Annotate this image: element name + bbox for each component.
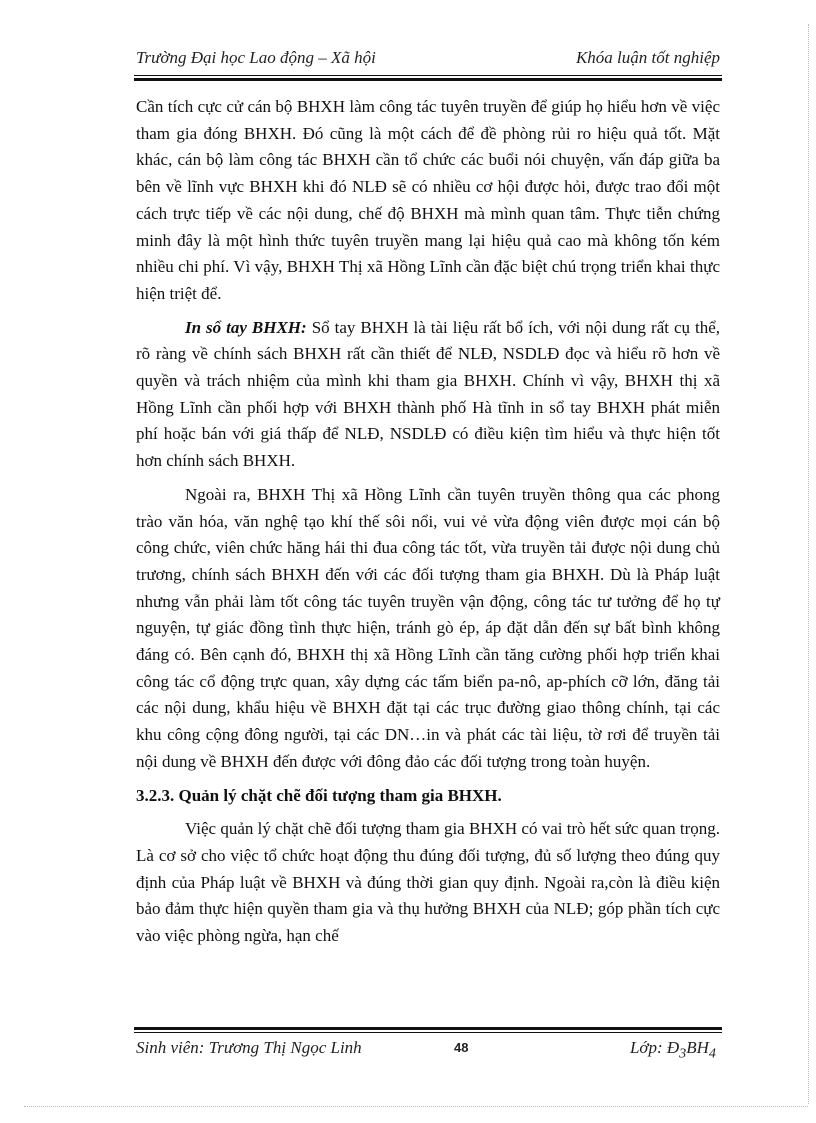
header-rule-thick	[134, 78, 722, 81]
paragraph-2-lead: In sổ tay BHXH:	[185, 317, 307, 337]
footer-rule-thin	[134, 1032, 722, 1033]
page-shadow-bottom	[24, 1106, 808, 1107]
page-shadow-right	[808, 24, 809, 1104]
section-title: 3.2.3. Quản lý chặt chẽ đối tượng tham gia BHXH.	[136, 785, 502, 805]
paragraph-2	[136, 315, 720, 475]
page-header	[136, 48, 720, 68]
page-number: 48	[454, 1040, 469, 1055]
paragraph-4: Việc quản lý chặt chẽ đối tượng tham gia BHXH có vai trò hết sức quan trọng. Là cơ sở cho việc tổ chức hoạt động thu đúng đối tượng, đủ số lượng theo đúng quy định của Pháp luật về BHXH và đúng thời gian quy định. Ngoài ra,còn là điều kiện bảo đảm thực hiện quyền tham gia và thụ hưởng BHXH của NLĐ; góp phần tích cực vào việc phòng ngừa, hạn chế	[136, 819, 720, 946]
class-mid: BH	[686, 1038, 709, 1057]
class-prefix: Lớp: Đ	[629, 1038, 680, 1057]
paragraph-3: Ngoài ra, BHXH Thị xã Hồng Lĩnh cần tuyên truyền thông qua các phong trào văn hóa, văn nghệ tạo khí thế sôi nổi, vui vẻ vừa động viên được mọi cán bộ công chức, viên chức hăng hái thi đua công tác tốt, vừa truyền tải được nội dung chủ trương, chính sách BHXH đến với các đối tượng tham gia BHXH. Dù là Pháp luật nhưng vẫn phải làm tốt công tác tuyên truyền vận động, công tác tư tưởng để họ tự nguyện, tự giác đồng tình thực hiện, tránh gò ép, áp đặt dẫn đến sự bất bình không đáng có. Bên cạnh đó, BHXH thị xã Hồng Lĩnh cần tăng cường phối hợp triển khai công tác cổ động trực quan, xây dựng các tấm biển pa-nô, ap-phích cỡ lớn, đăng tải các nội dung, khẩu hiệu về BHXH đặt tại các trục đường giao thông chính, tại các khu công cộng đông người, tại các DN…in và phát các tài liệu, tờ rơi để truyền tải nội dung về BHXH đến được với đông đảo các đối tượng trong toàn huyện.	[136, 484, 720, 771]
paragraph-2-text: Sổ tay BHXH là tài liệu rất bổ ích, với nội dung rất cụ thể, rõ ràng về chính sách BHXH rất cần thiết để NLĐ, NSDLĐ đọc và hiểu rõ hơn về quyền và trách nhiệm của mình khi tham gia BHXH. Chính vì vậy, BHXH thị xã Hồng Lĩnh cần phối hợp với BHXH thành phố Hà tĩnh in sổ tay BHXH phát miễn phí hoặc bán với giá thấp để NLĐ, NSDLĐ có điều kiện tìm hiểu và thực hiện tốt hơn chính sách BHXH.	[136, 317, 720, 471]
class-sub-1: 3	[679, 1045, 687, 1062]
header-school: Trường Đại học Lao động – Xã hội	[136, 48, 376, 67]
header-thesis-type: Khóa luận tốt nghiệp	[575, 48, 720, 67]
footer-student: Sinh viên: Trương Thị Ngọc Linh	[136, 1038, 362, 1057]
page-body	[136, 94, 720, 957]
paragraph-1: Cần tích cực cử cán bộ BHXH làm công tác tuyên truyền để giúp họ hiểu hơn về việc tham gia đóng BHXH. Đó cũng là một cách để đề phòng rủi ro hiệu quả tốt. Mặt khác, cán bộ làm công tác BHXH cần tổ chức các buổi nói chuyện, vấn đáp giữa ba bên về lĩnh vực BHXH khi đó NLĐ sẽ có nhiều cơ hội được hỏi, được trao đổi một cách trực tiếp về các nội dung, chế độ BHXH mà mình quan tâm. Thực tiễn chứng minh đây là một hình thức tuyên truyền mang lại hiệu quả cao mà không tốn kém nhiều chi phí. Vì vậy, BHXH Thị xã Hồng Lĩnh cần đặc biệt chú trọng triển khai thực hiện triệt để.	[136, 97, 720, 303]
class-sub-2: 4	[708, 1045, 716, 1062]
footer-rule-thick	[134, 1027, 722, 1030]
header-rule-thin	[134, 75, 722, 76]
footer-class	[630, 1038, 716, 1062]
